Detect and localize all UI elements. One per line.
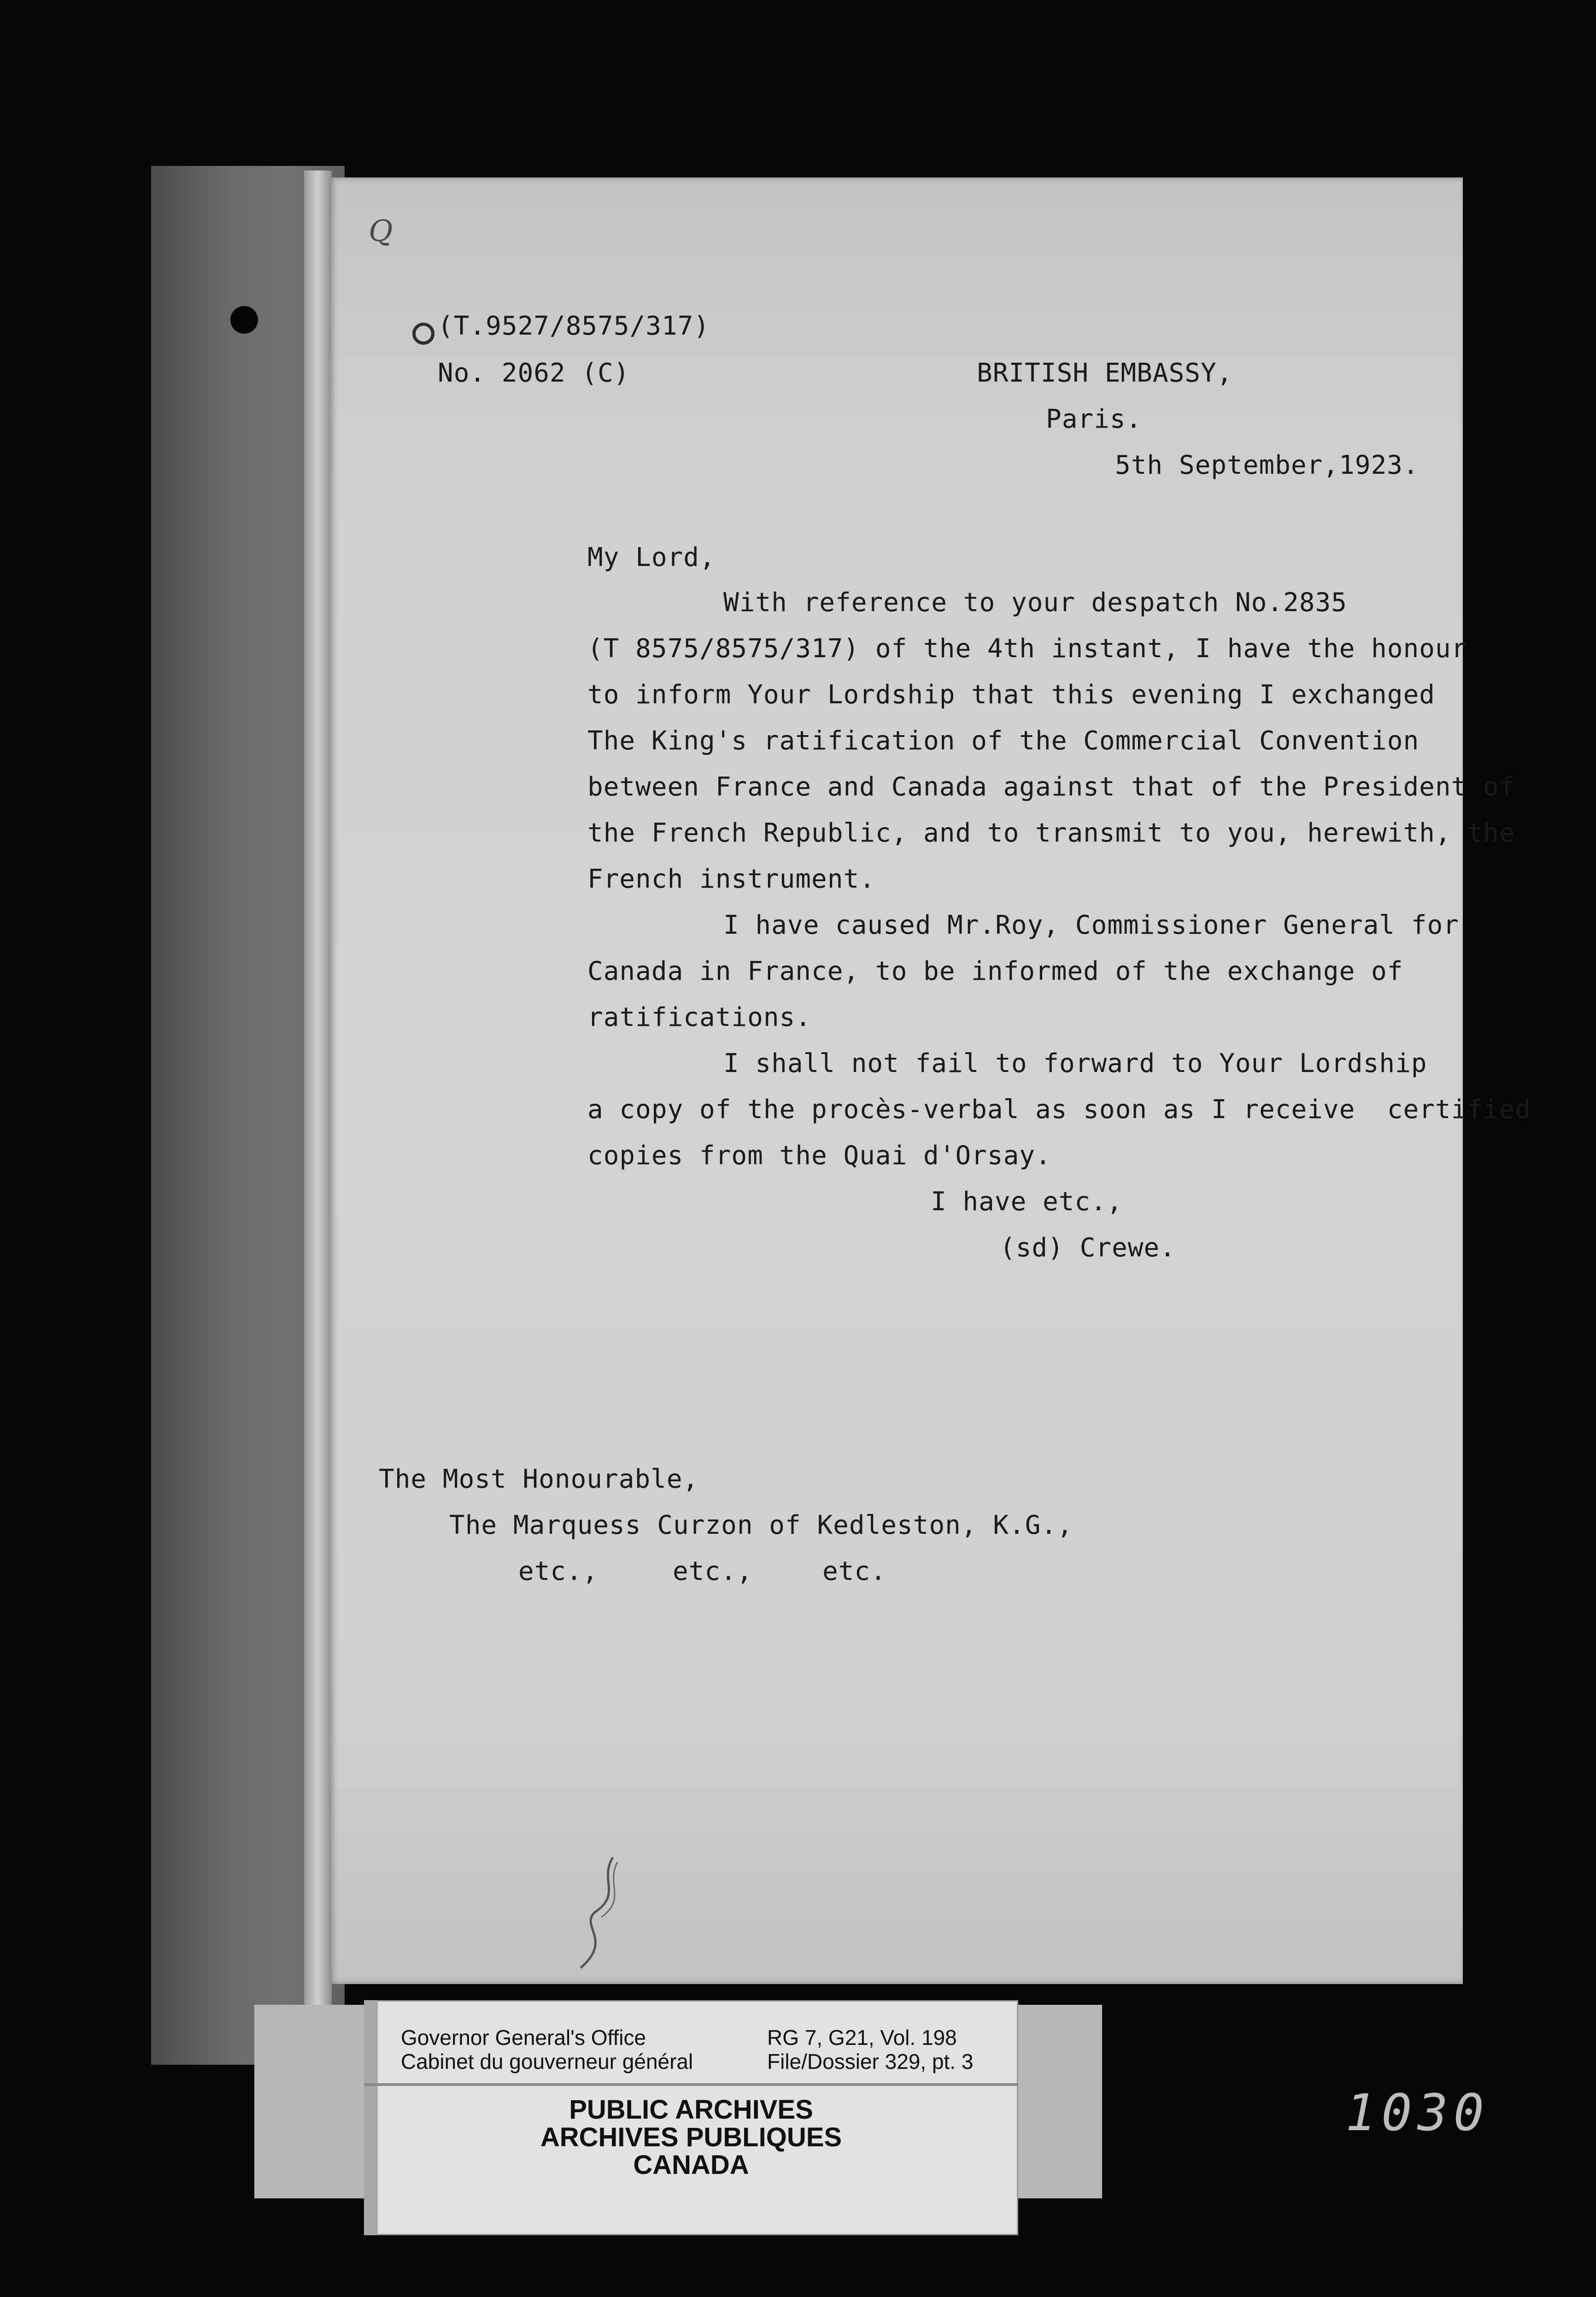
body-line: to inform Your Lordship that this evening I exchanged bbox=[587, 680, 1435, 710]
file-number: File/Dossier 329, pt. 3 bbox=[767, 2050, 974, 2073]
body-line: a copy of the procès-verbal as soon as I receive certified bbox=[587, 1095, 1531, 1125]
salutation: My Lord, bbox=[587, 542, 716, 572]
punch-hole bbox=[230, 306, 258, 334]
body-line: Canada in France, to be informed of the exchange of bbox=[587, 956, 1403, 986]
despatch-number: No. 2062 (C) bbox=[438, 358, 630, 388]
label-edge bbox=[364, 2000, 378, 2235]
closing: I have etc., bbox=[931, 1187, 1123, 1217]
pencil-scribble bbox=[562, 1853, 636, 1973]
body-line: French instrument. bbox=[587, 864, 875, 894]
body-line: With reference to your despatch No.2835 bbox=[723, 588, 1347, 618]
body-line: copies from the Quai d'Orsay. bbox=[587, 1141, 1051, 1171]
body-line: The King's ratification of the Commercial Convention bbox=[587, 726, 1420, 756]
archives-stamp-line: PUBLIC ARCHIVES bbox=[569, 2095, 813, 2125]
sender-line: BRITISH EMBASSY, bbox=[977, 358, 1233, 388]
frame-number: 1030 bbox=[1345, 2083, 1490, 2142]
body-line: (T 8575/8575/317) of the 4th instant, I have the honour bbox=[587, 634, 1467, 664]
addressee-etc: etc., bbox=[673, 1556, 753, 1586]
body-line: the French Republic, and to transmit to you, herewith, the bbox=[587, 818, 1515, 848]
body-line: I shall not fail to forward to Your Lordship bbox=[723, 1048, 1427, 1078]
margin-circle-mark bbox=[412, 323, 434, 345]
body-line: I have caused Mr.Roy, Commissioner General for bbox=[723, 910, 1459, 940]
signature: (sd) Crewe. bbox=[1000, 1233, 1176, 1263]
pencil-mark: Q bbox=[369, 214, 393, 248]
body-line: between France and Canada against that of the President of bbox=[587, 772, 1515, 802]
addressee-etc: etc., bbox=[518, 1556, 598, 1586]
record-group: RG 7, G21, Vol. 198 bbox=[767, 2026, 957, 2050]
letter-page bbox=[329, 177, 1463, 1984]
addressee-etc: etc. bbox=[822, 1556, 886, 1586]
addressee-line: The Most Honourable, bbox=[379, 1464, 699, 1494]
folder-edge bbox=[304, 171, 332, 2060]
archives-stamp-line: ARCHIVES PUBLIQUES bbox=[540, 2122, 842, 2152]
archives-stamp-line: CANADA bbox=[633, 2150, 749, 2180]
office-french: Cabinet du gouverneur général bbox=[401, 2050, 693, 2073]
reference-number: (T.9527/8575/317) bbox=[438, 311, 710, 341]
office-english: Governor General's Office bbox=[401, 2026, 646, 2050]
body-line: ratifications. bbox=[587, 1002, 812, 1032]
city-line: Paris. bbox=[1046, 404, 1142, 434]
label-divider bbox=[364, 2083, 1018, 2086]
addressee-line: The Marquess Curzon of Kedleston, K.G., bbox=[449, 1510, 1073, 1540]
date-line: 5th September,1923. bbox=[1115, 450, 1419, 480]
